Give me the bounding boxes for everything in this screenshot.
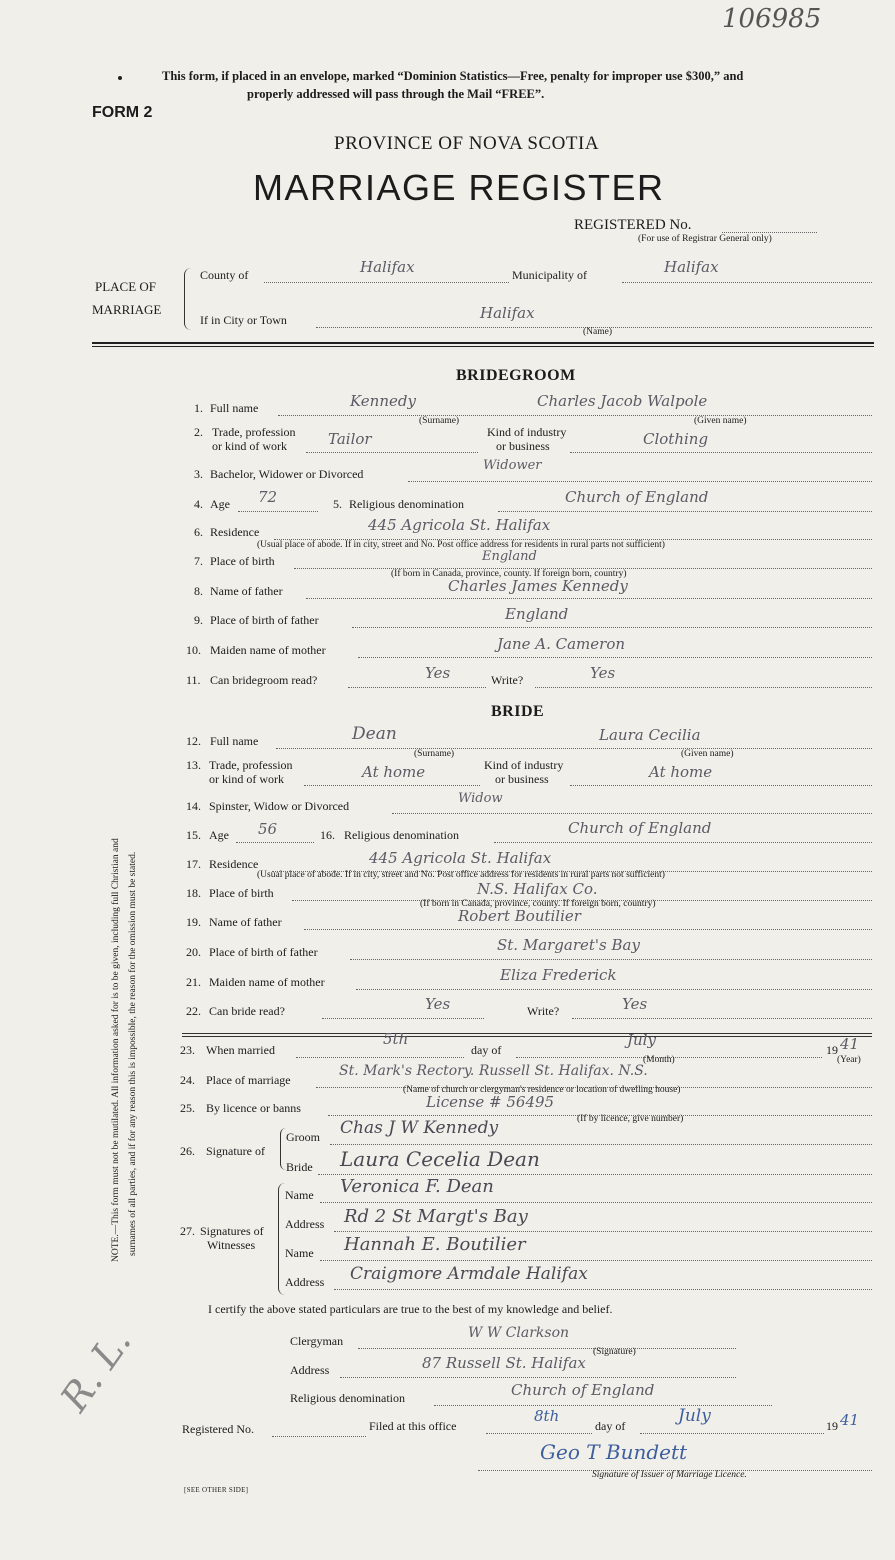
groom-surname: Kennedy [350, 392, 416, 410]
bride-heading: BRIDE [491, 703, 545, 720]
margin-initials: R. L. [52, 1320, 140, 1420]
item-number: 8. [194, 584, 203, 598]
bride-write-label: Write? [527, 1004, 560, 1018]
item-number: 2. [194, 425, 203, 439]
groom-age-value: 72 [258, 488, 278, 506]
divider [92, 346, 874, 347]
certification-statement: I certify the above stated particulars are true to the best of my knowledge and belief. [208, 1302, 613, 1316]
groom-signature: Chas J W Kennedy [340, 1118, 499, 1138]
filed-day: 8th [534, 1407, 560, 1425]
witness-2-address: Craigmore Armdale Halifax [350, 1264, 588, 1284]
witness-1-name: Veronica F. Dean [340, 1176, 494, 1197]
page-title: MARRIAGE REGISTER [253, 167, 665, 208]
given-name-caption: (Given name) [694, 416, 747, 426]
divider [182, 1033, 872, 1034]
groom-status-value: Widower [483, 458, 542, 473]
place-label-1: PLACE OF [95, 279, 157, 294]
bride-read-value: Yes [425, 995, 451, 1013]
year-caption: (Year) [837, 1055, 861, 1065]
bride-full-name-label: Full name [210, 734, 259, 748]
issuer-signature: Geo T Bundett [540, 1440, 688, 1464]
bride-father-birth-value: St. Margaret's Bay [497, 936, 640, 954]
bride-mother-label: Maiden name of mother [209, 975, 325, 989]
residence-caption: (Usual place of abode. If in city, street and No. Post office address for residents in rural parts not sufficient) [257, 540, 665, 550]
item-number: 16. [320, 828, 335, 842]
signature-caption: (Signature) [593, 1347, 636, 1357]
item-number: 17. [186, 857, 201, 871]
birthplace-caption: (If born in Canada, province, county. If foreign born, country) [391, 569, 627, 579]
groom-trade-label-1: Trade, profession [212, 425, 296, 439]
bride-father-value: Robert Boutilier [458, 907, 581, 925]
side-note [108, 612, 142, 1262]
filed-month: July [678, 1406, 711, 1426]
filed-day-of-label: day of [595, 1419, 626, 1433]
groom-read-label: Can bridegroom read? [210, 673, 318, 687]
item-number: 22. [186, 1004, 201, 1018]
witness-label-1: Signatures of [200, 1224, 264, 1238]
marriage-place-value: St. Mark's Rectory. Russell St. Halifax. N.S. [339, 1063, 648, 1079]
witness-2-name-label: Name [285, 1246, 314, 1260]
groom-mother-value: Jane A. Cameron [497, 635, 626, 653]
item-number: 1. [194, 401, 203, 415]
groom-write-label: Write? [491, 673, 524, 687]
groom-status-label: Bachelor, Widower or Divorced [210, 467, 364, 481]
groom-birthplace-value: England [482, 549, 537, 564]
city-value: Halifax [480, 304, 535, 322]
item-number: 9. [194, 613, 203, 627]
witness-label-2: Witnesses [207, 1238, 256, 1252]
witness-2-name: Hannah E. Boutilier [344, 1234, 526, 1255]
item-number: 12. [186, 734, 201, 748]
marriage-place-label: Place of marriage [206, 1073, 291, 1087]
province-heading: PROVINCE OF NOVA SCOTIA [334, 133, 600, 154]
groom-industry-label-2: or business [496, 439, 550, 453]
bride-write-value: Yes [622, 995, 648, 1013]
bride-father-birth-label: Place of birth of father [209, 945, 318, 959]
item-number: 10. [186, 643, 201, 657]
groom-industry-label-1: Kind of industry [487, 425, 567, 439]
year-value: 41 [840, 1035, 860, 1053]
item-number: 26. [180, 1144, 195, 1158]
groom-father-value: Charles James Kennedy [448, 577, 628, 595]
item-number: 15. [186, 828, 201, 842]
bride-surname: Dean [352, 724, 397, 744]
bride-residence-label: Residence [209, 857, 259, 871]
groom-religion-label: Religious denomination [349, 497, 464, 511]
item-number: 5. [333, 497, 342, 511]
filed-year-prefix: 19 [826, 1419, 838, 1433]
surname-caption: (Surname) [414, 749, 455, 759]
bride-religion-label: Religious denomination [344, 828, 459, 842]
municipality-label: Municipality of [512, 268, 587, 282]
side-note-line-1: NOTE.—This form must not be mutilated. All information asked for is to be given, including full Christian and [111, 838, 121, 1262]
bride-given-name: Laura Cecilia [599, 726, 701, 744]
groom-signature-label: Groom [286, 1130, 320, 1144]
groom-read-value: Yes [425, 664, 451, 682]
groom-trade-value: Tailor [328, 430, 372, 448]
divider [182, 1036, 872, 1037]
bullet-mark [118, 76, 122, 80]
given-name-caption: (Given name) [681, 749, 734, 759]
municipality-value: Halifax [664, 258, 719, 276]
county-value: Halifax [360, 258, 415, 276]
groom-residence-label: Residence [210, 525, 260, 539]
bride-age-value: 56 [258, 820, 278, 838]
bride-trade-value: At home [362, 763, 426, 781]
bride-birthplace-label: Place of birth [209, 886, 274, 900]
groom-write-value: Yes [590, 664, 616, 682]
filed-label: Filed at this office [369, 1419, 457, 1433]
registered-no-label: REGISTERED No. [574, 217, 692, 233]
witness-1-name-label: Name [285, 1188, 314, 1202]
item-number: 18. [186, 886, 201, 900]
year-prefix: 19 [826, 1043, 838, 1057]
side-note-line-2: surnames of all parties, and if for any reason this is impossible, the reason for the omission must be stated. [128, 851, 138, 1256]
bride-birthplace-value: N.S. Halifax Co. [477, 880, 598, 898]
bride-trade-label-1: Trade, profession [209, 758, 293, 772]
item-number: 23. [180, 1043, 195, 1057]
bride-status-value: Widow [458, 791, 503, 806]
groom-mother-label: Maiden name of mother [210, 643, 326, 657]
witness-1-address-label: Address [285, 1217, 325, 1231]
when-married-label: When married [206, 1043, 275, 1057]
bride-mother-value: Eliza Frederick [500, 966, 617, 984]
witness-1-address: Rd 2 St Margt's Bay [344, 1206, 528, 1227]
bride-father-label: Name of father [209, 915, 282, 929]
see-other-side: [SEE OTHER SIDE] [184, 1486, 249, 1494]
groom-religion-value: Church of England [565, 488, 709, 506]
residence-caption: (Usual place of abode. If in city, street and No. Post office address for residents in rural parts not sufficient) [257, 870, 665, 880]
licence-value: License # 56495 [426, 1093, 555, 1111]
marriage-place-caption: (Name of church or clergyman's residence or location of dwelling house) [403, 1085, 681, 1095]
bride-status-label: Spinster, Widow or Divorced [209, 799, 350, 813]
bride-religion-value: Church of England [568, 819, 712, 837]
issuer-caption: Signature of Issuer of Marriage Licence. [592, 1470, 747, 1480]
item-number: 13. [186, 758, 201, 772]
groom-trade-label-2: or kind of work [212, 439, 287, 453]
postal-notice-line-1: This form, if placed in an envelope, marked “Dominion Statistics—Free, penalty for improper use $300,” and [162, 69, 744, 83]
item-number: 21. [186, 975, 201, 989]
groom-birthplace-label: Place of birth [210, 554, 275, 568]
groom-industry-value: Clothing [643, 430, 709, 448]
item-number: 19. [186, 915, 201, 929]
bride-residence-value: 445 Agricola St. Halifax [369, 849, 552, 867]
clergyman-religion-label: Religious denomination [290, 1391, 405, 1405]
clergyman-signature: W W Clarkson [468, 1325, 570, 1341]
groom-residence-value: 445 Agricola St. Halifax [368, 516, 551, 534]
filed-year: 41 [840, 1411, 860, 1429]
bride-read-label: Can bride read? [209, 1004, 285, 1018]
item-number: 3. [194, 467, 203, 481]
groom-age-label: Age [210, 497, 230, 511]
clergyman-address-label: Address [290, 1363, 330, 1377]
witness-2-address-label: Address [285, 1275, 325, 1289]
place-label-2: MARRIAGE [92, 302, 162, 317]
bride-age-label: Age [209, 828, 229, 842]
postal-notice-line-2: properly addressed will pass through the Mail “FREE”. [247, 87, 545, 101]
day-of-label: day of [471, 1043, 502, 1057]
item-number: 14. [186, 799, 201, 813]
name-caption: (Name) [583, 327, 613, 337]
stamp-number: 106985 [722, 4, 822, 34]
item-number: 27. [180, 1224, 195, 1238]
groom-given-name: Charles Jacob Walpole [537, 392, 708, 410]
bridegroom-heading: BRIDEGROOM [456, 367, 576, 384]
month-value: July [627, 1031, 656, 1049]
birthplace-caption: (If born in Canada, province, county. If foreign born, country) [420, 899, 656, 909]
item-number: 4. [194, 497, 203, 511]
item-number: 24. [180, 1073, 195, 1087]
bride-signature: Laura Cecelia Dean [340, 1147, 540, 1171]
bride-trade-label-2: or kind of work [209, 772, 284, 786]
divider [92, 342, 874, 344]
surname-caption: (Surname) [419, 416, 460, 426]
form-label: FORM 2 [92, 104, 153, 121]
bride-signature-label: Bride [286, 1160, 313, 1174]
groom-father-birth-label: Place of birth of father [210, 613, 319, 627]
item-number: 20. [186, 945, 201, 959]
licence-caption: (If by licence, give number) [577, 1114, 684, 1124]
clergyman-address: 87 Russell St. Halifax [422, 1354, 586, 1372]
groom-full-name-label: Full name [210, 401, 259, 415]
item-number: 6. [194, 525, 203, 539]
groom-father-birth-value: England [505, 605, 569, 623]
groom-father-label: Name of father [210, 584, 283, 598]
item-number: 7. [194, 554, 203, 568]
item-number: 25. [180, 1101, 195, 1115]
city-label: If in City or Town [200, 313, 287, 327]
bride-industry-value: At home [649, 763, 713, 781]
clergyman-label: Clergyman [290, 1334, 344, 1348]
clergyman-religion: Church of England [511, 1381, 655, 1399]
item-number: 11. [186, 673, 201, 687]
registrar-note: (For use of Registrar General only) [638, 234, 772, 244]
day-value: 5th [383, 1030, 409, 1048]
footer-registered-no-label: Registered No. [182, 1422, 254, 1436]
signature-of-label: Signature of [206, 1144, 265, 1158]
month-caption: (Month) [643, 1055, 675, 1065]
bride-industry-label-2: or business [495, 772, 549, 786]
licence-label: By licence or banns [206, 1101, 301, 1115]
county-label: County of [200, 268, 249, 282]
bride-industry-label-1: Kind of industry [484, 758, 564, 772]
